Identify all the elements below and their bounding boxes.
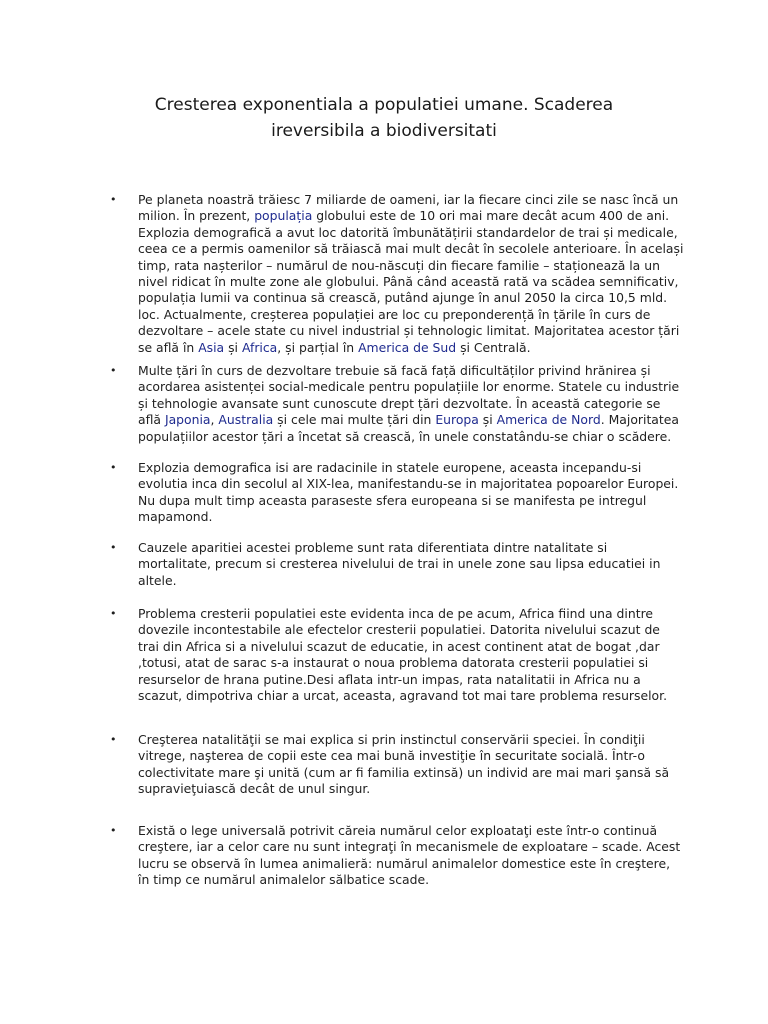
list-item-text: Explozia demografica isi are radacinile in statele europene, aceasta incepandu-si evolutia inca din secolul al XIX-lea, manifestandu-se in majoritatea popoarelor Europei. Nu dupa mult timp aceasta paraseste sfera europeana si se manifesta pe intregul mapamond. [138, 460, 679, 525]
bullet-marker: • [110, 607, 117, 620]
link-japonia[interactable]: Japonia [164, 412, 211, 428]
bullet-marker: • [110, 824, 117, 837]
link-populatia[interactable]: populația [254, 208, 313, 224]
document-title [100, 92, 668, 144]
list-item-text: Cauzele aparitiei acestei probleme sunt rata diferentiata dintre natalitate si mortalitate, precum si cresterea nivelului de trai in unele zone sau lipsa educatiei in altele. [138, 540, 661, 588]
link-america-de-nord[interactable]: America de Nord [496, 412, 601, 428]
link-africa[interactable]: Africa [241, 339, 278, 355]
list-item-text: Există o lege universală potrivit căreia numărul celor exploataţi este într-o continuă creştere, iar a celor care nu sunt integraţi în mecanismele de exploatare – scade. Acest lucru se observă în lumea animalieră: numărul animalelor domestice este în creştere, în timp ce numărul animalelor sălbatice scade. [138, 823, 681, 888]
bullet-marker: • [110, 193, 117, 206]
bullet-marker: • [110, 461, 117, 474]
link-europa[interactable]: Europa [435, 412, 479, 428]
bullet-marker: • [110, 364, 117, 377]
link-asia[interactable]: Asia [198, 339, 225, 355]
bullet-marker: • [110, 541, 117, 554]
list-item-text: Problema cresterii populatiei este evidenta inca de pe acum, Africa fiind una dintre dovezile incontestabile ale efectelor cresterii populatiei. Datorita nivelului scazut de trai din Africa si a nivelului scazut de educatie, in acest continent atat de bogat ,dar ,totusi, atat de sarac s-a instaurat o noua problema datorata cresterii populatiei si resurselor de hrana putine.Desi aflata intr-un impas, rata natalitatii in Africa nu a scazut, dimpotriva chiar a urcat, aceasta, agravand tot mai tare problema resurselor. [138, 606, 668, 704]
list-item-text: Creşterea natalităţii se mai explica si prin instinctul conservării speciei. În condiţii vitrege, naşterea de copii este cea mai bună investiţie în securitate socială. Într-o colectivitate mare şi unită (cum ar fi familia extinsă) un individ are mai mari şansă să supravieţuiască decât de unul singur. [138, 732, 670, 797]
list-item-text: Multe țări în curs de dezvoltare trebuie să facă față dificultăților privind hrănirea și acordarea asistenței social-medicale pentru populațiile lor enorme. Statele cu industrie și tehnologie avansate sunt cunoscute drept țări dezvoltate. În această categorie se află Japonia, Australia și cele mai multe țări din Europa și America de Nord. Majoritatea populațiilor acestor țări a încetat să crească, în unele constatându-se chiar o scădere. [138, 363, 680, 444]
title-line-2: ireversibila a biodiversitati [271, 121, 497, 141]
link-america-de-sud[interactable]: America de Sud [358, 339, 457, 355]
title-line-1: Cresterea exponentiala a populatiei umane. Scaderea [154, 95, 614, 115]
link-australia[interactable]: Australia [218, 412, 274, 428]
list-item-text: Pe planeta noastră trăiesc 7 miliarde de oameni, iar la fiecare cinci zile se nasc încă un milion. În prezent, populația globului este de 10 ori mai mare decât acum 400 de ani. Explozia demografică a avut loc datorită îmbunătățirii standardelor de trai și medicale, ceea ce a permis oamenilor să trăiască mai mult decât în secolele anterioare. În același timp, rata nașterilor – numărul de nou-născuți din fiecare familie – staționează la un nivel ridicat în multe zone ale globului. Până când această rată va scădea semnificativ, populația lumii va continua să crească, putând ajunge în anul 2050 la circa 10,5 mld. loc. Actualmente, creșterea populației are loc cu preponderență în țările în curs de dezvoltare – acele state cu nivel industrial și tehnologic limitat. Majoritatea acestor țări se află în Asia și Africa, și parțial în America de Sud și Centrală. [138, 192, 684, 355]
bullet-marker: • [110, 733, 117, 746]
